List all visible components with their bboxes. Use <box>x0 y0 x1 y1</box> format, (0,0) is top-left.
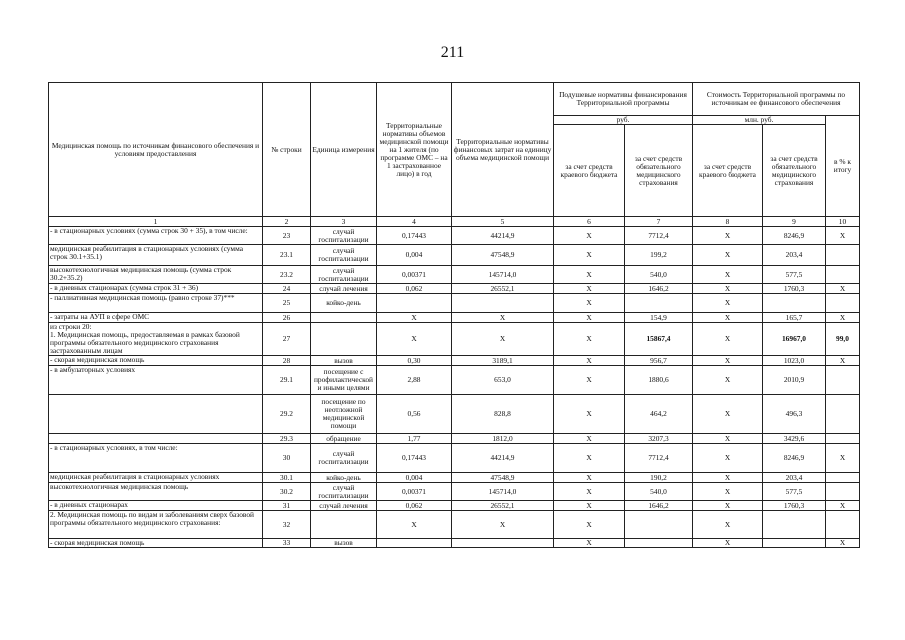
table-row <box>49 473 860 483</box>
row-regional-budget-mln: X <box>693 313 763 323</box>
row-percent <box>826 395 860 434</box>
row-percent <box>826 434 860 444</box>
row-volume-norm: 0,00371 <box>377 483 452 501</box>
row-cost-norm: 145714,0 <box>452 483 554 501</box>
row-regional-budget-mln: X <box>693 434 763 444</box>
header-oms-rub: за счет средств обязательного медицинского страхования <box>625 125 693 217</box>
row-regional-budget-mln: X <box>693 284 763 294</box>
row-oms-mln: 203,4 <box>763 473 826 483</box>
row-oms-rub: 190,2 <box>625 473 693 483</box>
row-oms-rub <box>625 539 693 548</box>
row-regional-budget-rub: X <box>554 313 625 323</box>
row-name <box>49 395 263 434</box>
row-unit: посещение по неотложной медицинской помощи <box>311 395 377 434</box>
header-per-capita-group: Подушевые нормативы финансирования Территориальной программы <box>554 83 693 116</box>
table-row <box>49 366 860 395</box>
table-row <box>49 294 860 313</box>
row-volume-norm: 0,00371 <box>377 266 452 284</box>
row-regional-budget-mln: X <box>693 227 763 245</box>
row-oms-rub: 1646,2 <box>625 284 693 294</box>
row-name: - в дневных стационарах (сумма строк 31 + 36) <box>49 284 263 294</box>
row-oms-mln: 1760,3 <box>763 284 826 294</box>
row-cost-norm: 145714,0 <box>452 266 554 284</box>
row-regional-budget-rub: X <box>554 284 625 294</box>
header-volume-norm: Территориальные нормативы объемов медицинской помощи на 1 жителя (по программе ОМС – на 1 застрахованное лицо) в год <box>377 83 452 217</box>
header-row-no: № строки <box>263 83 311 217</box>
row-cost-norm: 47548,9 <box>452 473 554 483</box>
row-regional-budget-rub: X <box>554 266 625 284</box>
row-percent <box>826 366 860 395</box>
row-regional-budget-rub: X <box>554 366 625 395</box>
col-number: 4 <box>377 217 452 227</box>
financing-table <box>48 82 860 548</box>
row-volume-norm: 0,17443 <box>377 227 452 245</box>
header-cost-norm: Территориальные нормативы финансовых затрат на единицу объема медицинской помощи <box>452 83 554 217</box>
row-regional-budget-mln: X <box>693 483 763 501</box>
row-regional-budget-mln: X <box>693 444 763 473</box>
row-percent: X <box>826 501 860 511</box>
header-unit-rub: руб. <box>554 116 693 125</box>
row-name: 2. Медицинская помощь по видам и заболеваниям сверх базовой программы обязательного медицинского страхования: <box>49 511 263 539</box>
row-cost-norm: 26552,1 <box>452 284 554 294</box>
row-oms-mln: 1023,0 <box>763 356 826 366</box>
row-name: из строки 20: 1. Медицинская помощь, предоставляемая в рамках базовой программы обязательного медицинского страхования застрахованным лицам <box>49 323 263 356</box>
row-oms-mln: 8246,9 <box>763 227 826 245</box>
col-number: 5 <box>452 217 554 227</box>
row-volume-norm: 1,77 <box>377 434 452 444</box>
row-number: 32 <box>263 511 311 539</box>
col-number: 2 <box>263 217 311 227</box>
row-volume-norm: 0,004 <box>377 245 452 266</box>
row-oms-mln <box>763 511 826 539</box>
row-percent <box>826 511 860 539</box>
row-regional-budget-rub: X <box>554 539 625 548</box>
row-oms-mln: 16967,0 <box>763 323 826 356</box>
row-regional-budget-mln: X <box>693 294 763 313</box>
row-regional-budget-rub: X <box>554 294 625 313</box>
row-percent <box>826 266 860 284</box>
row-oms-rub: 956,7 <box>625 356 693 366</box>
row-regional-budget-mln: X <box>693 501 763 511</box>
header-unit-mln-rub: млн. руб. <box>693 116 826 125</box>
row-oms-mln: 1760,3 <box>763 501 826 511</box>
row-name: - в дневных стационарах <box>49 501 263 511</box>
row-unit: посещение с профилактической и иными целями <box>311 366 377 395</box>
row-oms-mln: 8246,9 <box>763 444 826 473</box>
row-regional-budget-mln: X <box>693 511 763 539</box>
row-name: высокотехнологичная медицинская помощь <box>49 483 263 501</box>
row-percent: X <box>826 284 860 294</box>
row-unit <box>311 323 377 356</box>
row-oms-rub <box>625 511 693 539</box>
row-oms-rub: 154,9 <box>625 313 693 323</box>
row-regional-budget-rub: X <box>554 227 625 245</box>
row-regional-budget-rub: X <box>554 323 625 356</box>
row-oms-rub: 15867,4 <box>625 323 693 356</box>
header-regional-budget-mln: за счет средств краевого бюджета <box>693 125 763 217</box>
row-unit: случай госпитализации <box>311 245 377 266</box>
row-oms-rub: 464,2 <box>625 395 693 434</box>
row-number: 31 <box>263 501 311 511</box>
table-row <box>49 434 860 444</box>
row-regional-budget-rub: X <box>554 511 625 539</box>
table-row <box>49 395 860 434</box>
row-regional-budget-mln: X <box>693 539 763 548</box>
row-oms-rub: 7712,4 <box>625 227 693 245</box>
row-oms-rub: 199,2 <box>625 245 693 266</box>
row-regional-budget-rub: X <box>554 444 625 473</box>
row-volume-norm: 0,062 <box>377 501 452 511</box>
row-unit: случай госпитализации <box>311 227 377 245</box>
col-number: 8 <box>693 217 763 227</box>
row-percent: 99,0 <box>826 323 860 356</box>
row-percent: X <box>826 444 860 473</box>
row-name: - паллиативная медицинская помощь (равно строке 37)*** <box>49 294 263 313</box>
row-oms-mln: 577,5 <box>763 266 826 284</box>
row-volume-norm: 0,17443 <box>377 444 452 473</box>
table-row <box>49 539 860 548</box>
row-name <box>49 434 263 444</box>
row-oms-rub: 1646,2 <box>625 501 693 511</box>
row-unit: случай госпитализации <box>311 444 377 473</box>
page-number: 211 <box>440 44 465 61</box>
table-row <box>49 444 860 473</box>
col-number: 3 <box>311 217 377 227</box>
table-row <box>49 266 860 284</box>
row-number: 23.2 <box>263 266 311 284</box>
row-cost-norm: 3189,1 <box>452 356 554 366</box>
row-unit <box>311 313 377 323</box>
row-volume-norm: X <box>377 511 452 539</box>
row-number: 25 <box>263 294 311 313</box>
row-regional-budget-mln: X <box>693 245 763 266</box>
row-cost-norm: 1812,0 <box>452 434 554 444</box>
row-name: - в амбулаторных условиях <box>49 366 263 395</box>
col-number: 7 <box>625 217 693 227</box>
row-number: 33 <box>263 539 311 548</box>
row-unit: вызов <box>311 539 377 548</box>
row-oms-mln <box>763 294 826 313</box>
row-number: 23.1 <box>263 245 311 266</box>
row-oms-rub: 7712,4 <box>625 444 693 473</box>
row-number: 29.3 <box>263 434 311 444</box>
row-oms-rub: 540,0 <box>625 266 693 284</box>
header-percent: в % к итогу <box>826 116 860 217</box>
row-name: - затраты на АУП в сфере ОМС <box>49 313 263 323</box>
row-oms-rub <box>625 294 693 313</box>
table-row <box>49 323 860 356</box>
row-regional-budget-mln: X <box>693 395 763 434</box>
row-regional-budget-rub: X <box>554 483 625 501</box>
table-row <box>49 245 860 266</box>
row-oms-mln: 577,5 <box>763 483 826 501</box>
table-row <box>49 313 860 323</box>
row-percent: X <box>826 356 860 366</box>
row-volume-norm: 2,88 <box>377 366 452 395</box>
table-row <box>49 483 860 501</box>
row-oms-rub: 3207,3 <box>625 434 693 444</box>
row-cost-norm: 828,8 <box>452 395 554 434</box>
row-number: 23 <box>263 227 311 245</box>
row-percent <box>826 473 860 483</box>
row-unit: койко-день <box>311 473 377 483</box>
row-oms-mln: 2010,9 <box>763 366 826 395</box>
row-name: медицинская реабилитация в стационарных условиях <box>49 473 263 483</box>
row-number: 27 <box>263 323 311 356</box>
row-volume-norm: 0,062 <box>377 284 452 294</box>
row-cost-norm: X <box>452 313 554 323</box>
col-number: 9 <box>763 217 826 227</box>
col-number: 6 <box>554 217 625 227</box>
row-cost-norm: 26552,1 <box>452 501 554 511</box>
row-regional-budget-rub: X <box>554 356 625 366</box>
row-cost-norm <box>452 294 554 313</box>
row-oms-mln: 3429,6 <box>763 434 826 444</box>
row-volume-norm: 0,56 <box>377 395 452 434</box>
table-row <box>49 356 860 366</box>
table-body <box>49 227 860 548</box>
table-row <box>49 284 860 294</box>
row-volume-norm: X <box>377 313 452 323</box>
row-regional-budget-rub: X <box>554 434 625 444</box>
row-percent: X <box>826 227 860 245</box>
row-percent <box>826 245 860 266</box>
row-cost-norm: 44214,9 <box>452 444 554 473</box>
row-unit: случай госпитализации <box>311 483 377 501</box>
header-cost-group: Стоимость Территориальной программы по источникам ее финансового обеспечения <box>693 83 860 116</box>
table-row <box>49 501 860 511</box>
row-cost-norm: 47548,9 <box>452 245 554 266</box>
header-regional-budget-rub: за счет средств краевого бюджета <box>554 125 625 217</box>
row-cost-norm: 653,0 <box>452 366 554 395</box>
row-unit: случай лечения <box>311 284 377 294</box>
row-number: 29.2 <box>263 395 311 434</box>
header-assistance: Медицинская помощь по источникам финансового обеспечения и условиям предоставления <box>49 83 263 217</box>
row-unit: койко-день <box>311 294 377 313</box>
row-percent <box>826 483 860 501</box>
row-regional-budget-mln: X <box>693 366 763 395</box>
row-name: - скорая медицинская помощь <box>49 539 263 548</box>
row-unit: случай лечения <box>311 501 377 511</box>
row-volume-norm <box>377 539 452 548</box>
row-volume-norm: X <box>377 323 452 356</box>
row-regional-budget-mln: X <box>693 266 763 284</box>
header-oms-mln: за счет средств обязательного медицинского страхования <box>763 125 826 217</box>
row-oms-mln: 496,3 <box>763 395 826 434</box>
row-cost-norm <box>452 539 554 548</box>
row-volume-norm <box>377 294 452 313</box>
row-regional-budget-mln: X <box>693 323 763 356</box>
row-oms-mln <box>763 539 826 548</box>
row-regional-budget-mln: X <box>693 356 763 366</box>
row-number: 30 <box>263 444 311 473</box>
row-unit: случай госпитализации <box>311 266 377 284</box>
row-regional-budget-rub: X <box>554 245 625 266</box>
col-number: 1 <box>49 217 263 227</box>
row-number: 30.1 <box>263 473 311 483</box>
row-oms-mln: 165,7 <box>763 313 826 323</box>
row-cost-norm: X <box>452 323 554 356</box>
row-name: высокотехнологичная медицинская помощь (сумма строк 30.2+35.2) <box>49 266 263 284</box>
row-volume-norm: 0,004 <box>377 473 452 483</box>
table-row <box>49 227 860 245</box>
row-cost-norm: 44214,9 <box>452 227 554 245</box>
table-row <box>49 511 860 539</box>
row-name: - в стационарных условиях, в том числе: <box>49 444 263 473</box>
row-number: 26 <box>263 313 311 323</box>
row-name: - скорая медицинская помощь <box>49 356 263 366</box>
row-oms-rub: 1880,6 <box>625 366 693 395</box>
row-percent <box>826 294 860 313</box>
col-number: 10 <box>826 217 860 227</box>
row-regional-budget-rub: X <box>554 395 625 434</box>
row-regional-budget-rub: X <box>554 501 625 511</box>
row-regional-budget-rub: X <box>554 473 625 483</box>
row-number: 29.1 <box>263 366 311 395</box>
row-number: 30.2 <box>263 483 311 501</box>
row-unit: вызов <box>311 356 377 366</box>
row-oms-rub: 540,0 <box>625 483 693 501</box>
row-regional-budget-mln: X <box>693 473 763 483</box>
row-percent: X <box>826 313 860 323</box>
row-unit <box>311 511 377 539</box>
row-cost-norm: X <box>452 511 554 539</box>
row-volume-norm: 0,30 <box>377 356 452 366</box>
header-unit: Единица измерения <box>311 83 377 217</box>
row-name: медицинская реабилитация в стационарных условиях (сумма строк 30.1+35.1) <box>49 245 263 266</box>
row-percent: X <box>826 539 860 548</box>
row-number: 28 <box>263 356 311 366</box>
row-name: - в стационарных условиях (сумма строк 30 + 35), в том числе: <box>49 227 263 245</box>
column-number-row <box>49 217 860 227</box>
row-oms-mln: 203,4 <box>763 245 826 266</box>
row-number: 24 <box>263 284 311 294</box>
row-unit: обращение <box>311 434 377 444</box>
